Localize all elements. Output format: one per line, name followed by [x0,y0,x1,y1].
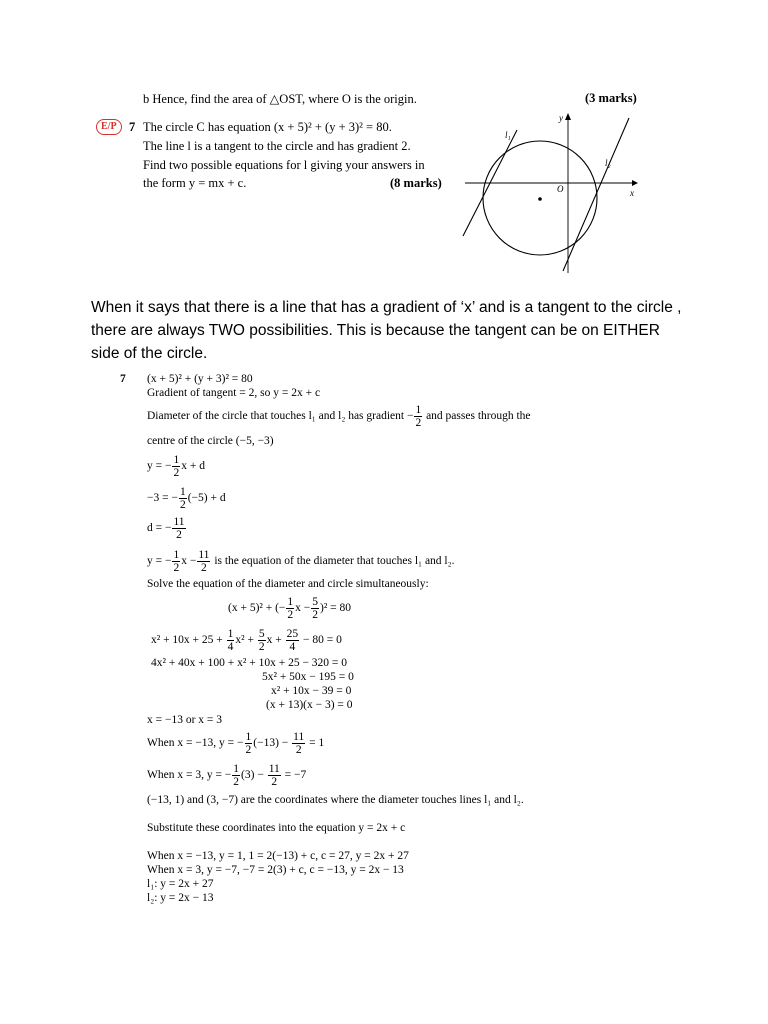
solution-line-18: When x = 3, y = − $\frac{1}{2}$ (3) − $\frac{11}{2}$ = −7 [147,763,307,789]
y-label: y [559,113,563,123]
question-7-number: 7 [129,120,136,134]
solution-line-3: Diameter of the circle that touches l₁ and l₂ has gradient − $\frac{1}{2}$ and passes through the [147,404,531,430]
question-7-marks: (8 marks) [390,176,442,190]
solution-line-4: centre of the circle (−5, −3) [147,435,274,447]
solution-line-9: Solve the equation of the diameter and circle simultaneously: [147,578,429,590]
origin-label: O [557,184,564,194]
l1-label: l₁ [505,130,511,140]
solution-line-10: (x + 5)² + (− $\frac{1}{2}$ x − $\frac{5}{2}$ )² = 80 [228,596,352,622]
x-axis-arrow [632,180,638,186]
solution-line-17: When x = −13, y = − $\frac{1}{2}$ (−13) − $\frac{11}{2}$ = 1 [147,731,325,757]
explanation-note: When it says that there is a line that has a gradient of ‘x’ and is a tangent to the circle , there are always TWO possibilities. This is because the tangent can be on EITHER side of the circle. [91,299,682,362]
solution-line-22: When x = 3, y = −7, −7 = 2(3) + c, c = −13, y = 2x − 13 [147,864,404,876]
y-axis-arrow [565,113,571,120]
solution-line-11: x² + 10x + 25 + $\frac{1}{4}$ x² + $\frac{5}{2}$ x + $\frac{25}{4}$ − 80 = 0 [151,628,342,654]
solution-line-5: y = − $\frac{1}{2}$ x + d [147,454,205,480]
solution-line-21: When x = −13, y = 1, 1 = 2(−13) + c, c = 27, y = 2x + 27 [147,850,409,862]
circle-tangent-diagram [460,108,640,280]
question-b-marks: (3 marks) [585,91,637,105]
solution-line-12: 4x² + 40x + 100 + x² + 10x + 25 − 320 = 0 [151,657,348,669]
solution-line-8: y = − $\frac{1}{2}$ x − $\frac{11}{2}$ is the equation of the diameter that touches l₁ and l₂. [147,549,455,575]
solution-line-7: d = − $\frac{11}{2}$ [147,516,185,542]
fraction: $\frac{1}{2}$ [415,404,422,430]
solution-line-19: (−13, 1) and (3, −7) are the coordinates where the diameter touches lines l₁ and l₂. [147,794,524,806]
solution-line-15: (x + 13)(x − 3) = 0 [266,699,353,711]
question-7-line-4: the form y = mx + c. [143,176,247,190]
question-7-line-1: The circle C has equation (x + 5)² + (y + 3)² = 80. [143,120,392,134]
solution-line-16: x = −13 or x = 3 [147,714,223,726]
solution-line-20: Substitute these coordinates into the equation y = 2x + c [147,822,406,834]
question-b-text: b Hence, find the area of △OST, where O is the origin. [143,92,417,106]
l2-label: l₂ [605,158,611,168]
solution-line-2: Gradient of tangent = 2, so y = 2x + c [147,387,321,399]
tangent-line-l2 [563,118,629,271]
circle-centre-dot [538,197,542,201]
solution-number: 7 [120,373,126,385]
solution-line-1: (x + 5)² + (y + 3)² = 80 [147,373,253,385]
question-7-line-3: Find two possible equations for l giving your answers in [143,158,425,172]
x-label: x [630,188,634,198]
solution-line-6: −3 = − $\frac{1}{2}$ (−5) + d [147,486,226,512]
solution-line-24: l₂: y = 2x − 13 [147,892,214,904]
solution-line-13: 5x² + 50x − 195 = 0 [262,671,354,683]
question-7-line-2: The line l is a tangent to the circle and has gradient 2. [143,139,411,153]
solution-line-14: x² + 10x − 39 = 0 [271,685,352,697]
exam-practice-badge: E/P [96,119,122,135]
solution-line-23: l₁: y = 2x + 27 [147,878,214,890]
